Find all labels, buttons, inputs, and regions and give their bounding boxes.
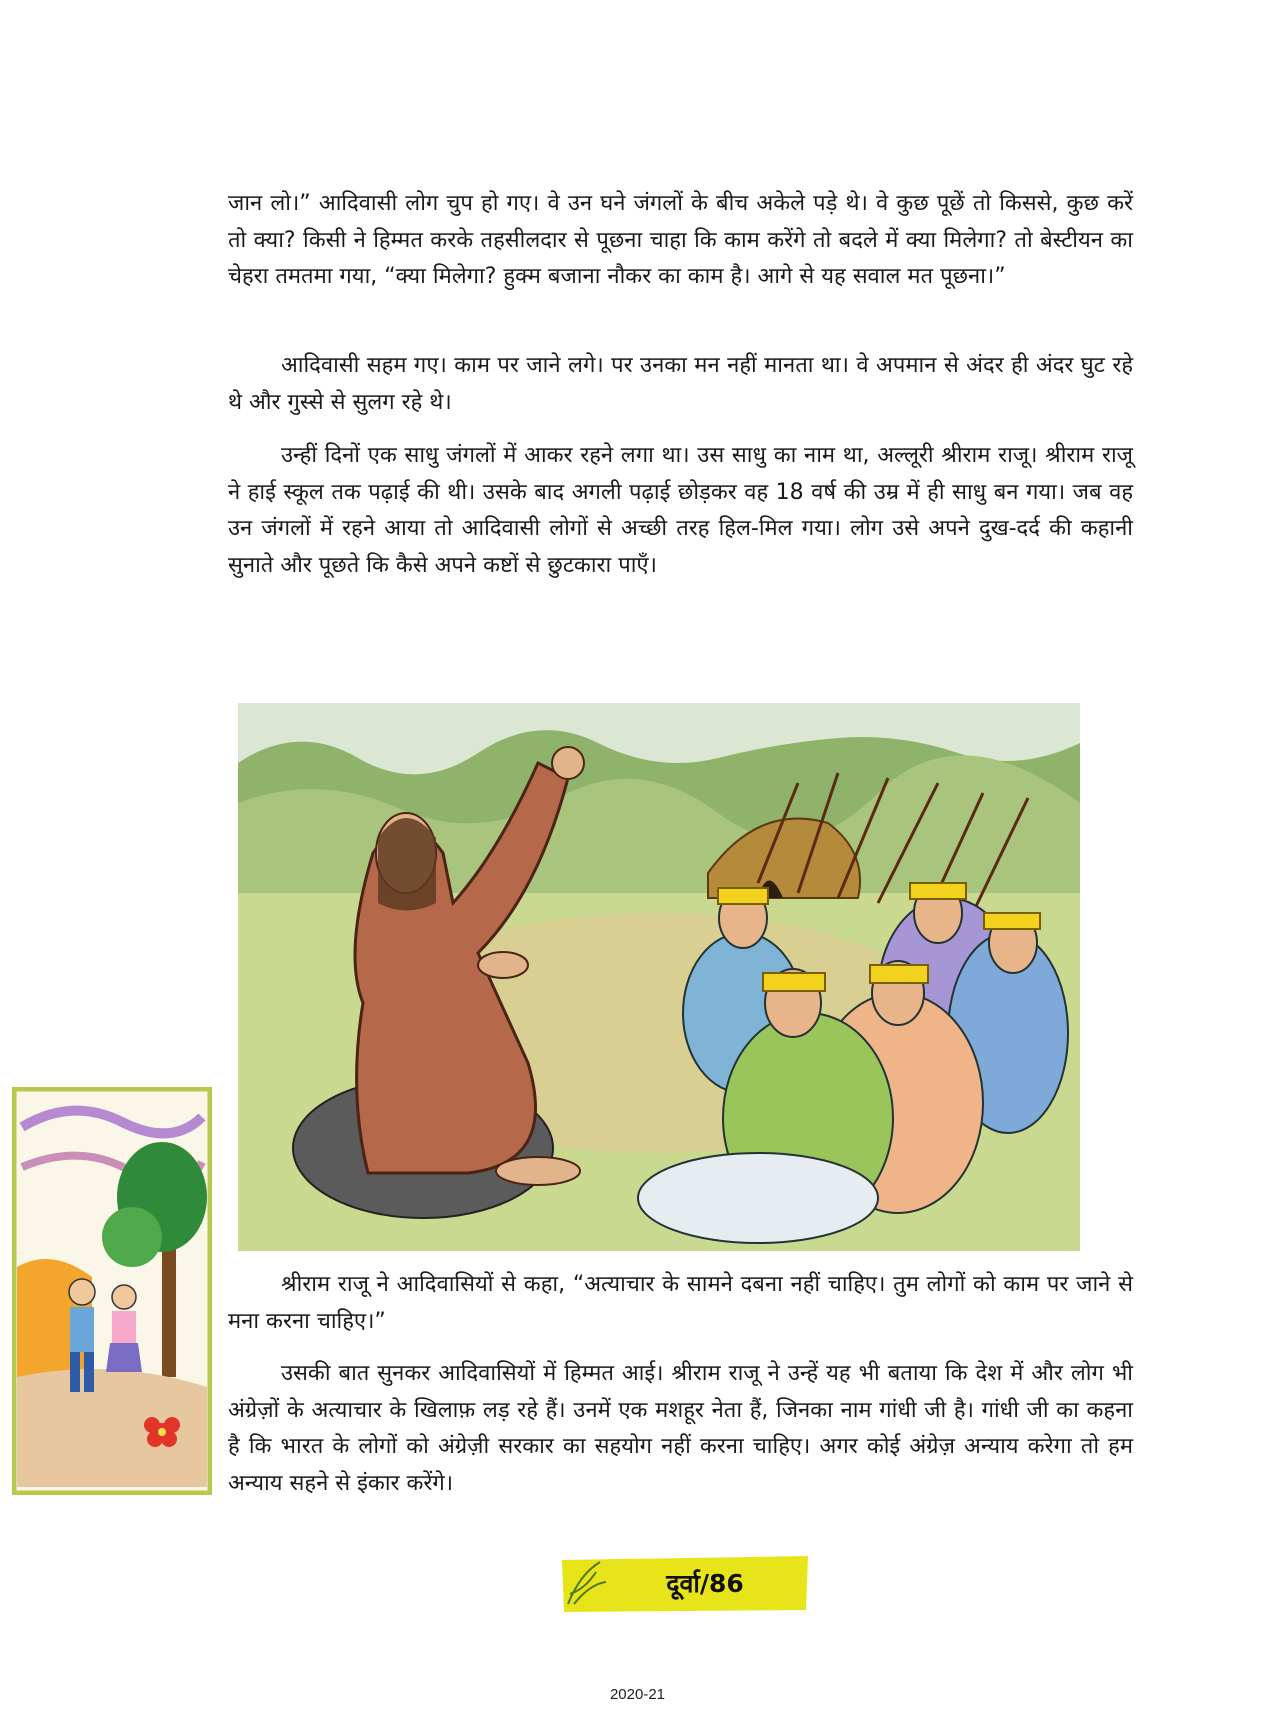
paragraph-1: जान लो।” आदिवासी लोग चुप हो गए। वे उन घने जंगलों के बीच अकेले पड़े थे। वे कुछ पूछें तो किससे, कुछ करें तो क्या? किसी ने हिम्मत करके तहसीलदार से पूछना चाहा कि काम करेंगे तो बदले में क्या मिलेगा? तो बेस्टीयन का चेहरा तमतमा गया, “क्या मिलेगा? हुक्म बजाना नौकर का काम है। आगे से यह सवाल मत पूछना।” <box>228 191 1133 289</box>
paragraph-4: श्रीराम राजू ने आदिवासियों से कहा, “अत्याचार के सामने दबना नहीं चाहिए। तुम लोगों को काम पर जाने से मना करना चाहिए।” <box>228 1272 1133 1334</box>
paragraph-2: आदिवासी सहम गए। काम पर जाने लगे। पर उनका मन नहीं मानता था। वे अपमान से अंदर ही अंदर घुट रहे थे और गुस्से से सुलग रहे थे। <box>228 353 1133 415</box>
story-illustration <box>238 703 1080 1251</box>
side-decoration <box>12 1087 212 1495</box>
edition-year: 2020-21 <box>609 1686 666 1703</box>
paragraph-3: उन्हीं दिनों एक साधु जंगलों में आकर रहने लगा था। उस साधु का नाम था, अल्लूरी श्रीराम राजू। श्रीराम राजू ने हाई स्कूल तक पढ़ाई की थी। उसके बाद अगली पढ़ाई छोड़कर वह 18 वर्ष की उम्र में ही साधु बन गया। जब वह उन जंगलों में रहने आया तो आदिवासी लोगों से अच्छी तरह हिल-मिल गया। लोग उसे अपने दुख-दर्द की कहानी सुनाते और पूछते कि कैसे अपने कष्टों से छुटकारा पाएँ। <box>228 443 1133 578</box>
book-page-number: दूर्वा/86 <box>666 1569 744 1598</box>
paragraph-5: उसकी बात सुनकर आदिवासियों में हिम्मत आई। श्रीराम राजू ने उन्हें यह भी बताया कि देश में और लोग भी अंग्रेज़ों के अत्याचार के खिलाफ़ लड़ रहे हैं। उनमें एक मशहूर नेता हैं, जिनका नाम गांधी जी है। गांधी जी का कहना है कि भारत के लोगों को अंग्रेज़ी सरकार का सहयोग नहीं करना चाहिए। अगर कोई अंग्रेज़ अन्याय करेगा तो हम अन्याय सहने से इंकार करेंगे। <box>228 1361 1133 1496</box>
